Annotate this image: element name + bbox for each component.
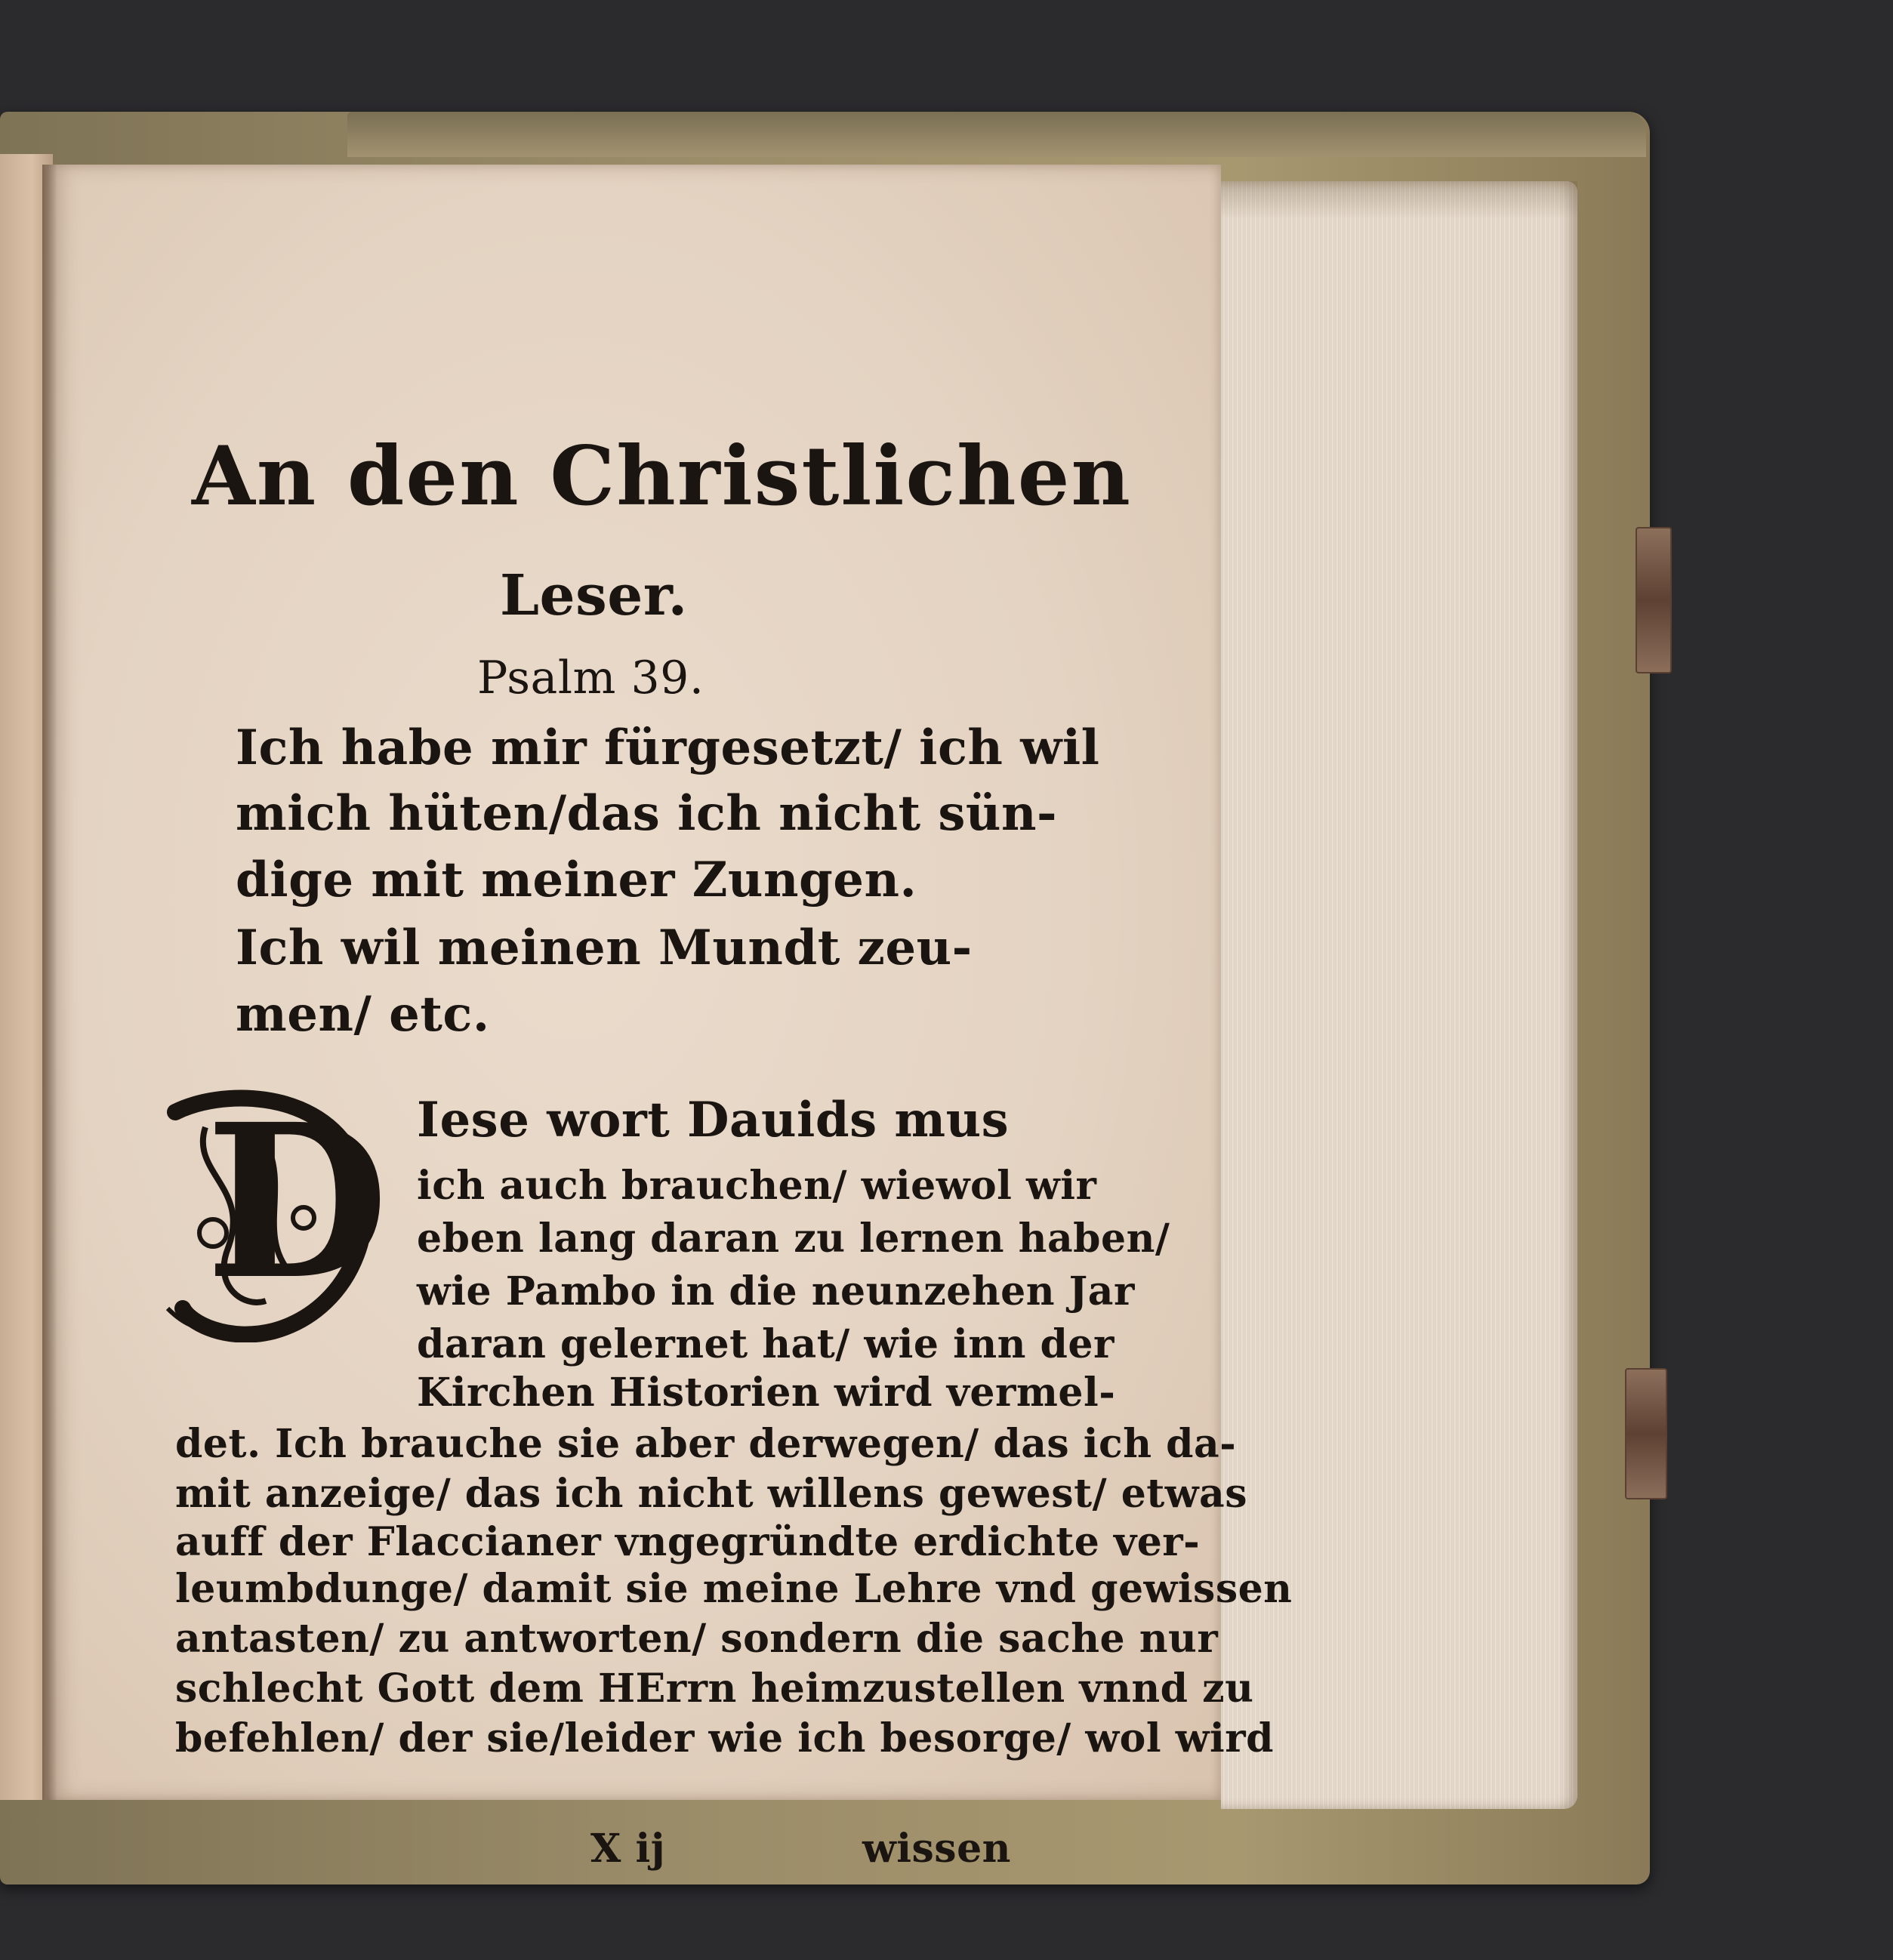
body-line: Kirchen Historien wird vermel- bbox=[417, 1370, 1116, 1416]
quote-line: men/ etc. bbox=[236, 986, 490, 1043]
clasp-strap-lower bbox=[1625, 1368, 1667, 1499]
body-line: det. Ich brauche sie aber derwegen/ das ich da- bbox=[175, 1421, 1237, 1467]
page-title-line-2: Leser. bbox=[500, 563, 688, 628]
body-line: befehlen/ der sie/leider wie ich besorge/ wol wird bbox=[175, 1715, 1274, 1761]
clasp-strap-upper bbox=[1636, 527, 1672, 673]
body-line: auff der Flaccianer vngegründte erdichte ver- bbox=[175, 1519, 1201, 1565]
psalm-reference: Psalm 39. bbox=[477, 652, 704, 704]
quote-line: Ich habe mir fürgesetzt/ ich wil bbox=[236, 720, 1100, 776]
body-line: Iese wort Dauids mus bbox=[417, 1092, 1010, 1148]
page-title-line-1: An den Christlichen bbox=[192, 429, 1132, 524]
body-line: schlecht Gott dem HErrn heimzustellen vnnd zu bbox=[175, 1666, 1254, 1712]
quote-line: dige mit meiner Zungen. bbox=[236, 852, 917, 908]
gutter-shadow bbox=[42, 165, 57, 1800]
quote-line: mich hüten/das ich nicht sün- bbox=[236, 785, 1058, 842]
initial-letter: D bbox=[205, 1078, 389, 1327]
body-line: eben lang daran zu lernen haben/ bbox=[417, 1216, 1170, 1262]
signature-mark: X ij bbox=[590, 1826, 666, 1872]
decorated-initial bbox=[160, 1078, 389, 1342]
catchword: wissen bbox=[862, 1826, 1011, 1872]
body-line: ich auch brauchen/ wiewol wir bbox=[417, 1163, 1097, 1209]
body-line: leumbdunge/ damit sie meine Lehre vnd gewissen bbox=[175, 1566, 1293, 1612]
body-line: mit anzeige/ das ich nicht willens gewest/ etwas bbox=[175, 1471, 1248, 1517]
page-block-fore-edge bbox=[1221, 181, 1577, 1809]
body-line: wie Pambo in die neunzehen Jar bbox=[417, 1268, 1135, 1314]
body-line: antasten/ zu antworten/ sondern die sache nur bbox=[175, 1616, 1219, 1662]
quote-line: Ich wil meinen Mundt zeu- bbox=[236, 920, 973, 976]
book-cover-top-edge bbox=[347, 112, 1646, 157]
book-page bbox=[47, 165, 1293, 1872]
body-line: daran gelernet hat/ wie inn der bbox=[417, 1321, 1115, 1367]
